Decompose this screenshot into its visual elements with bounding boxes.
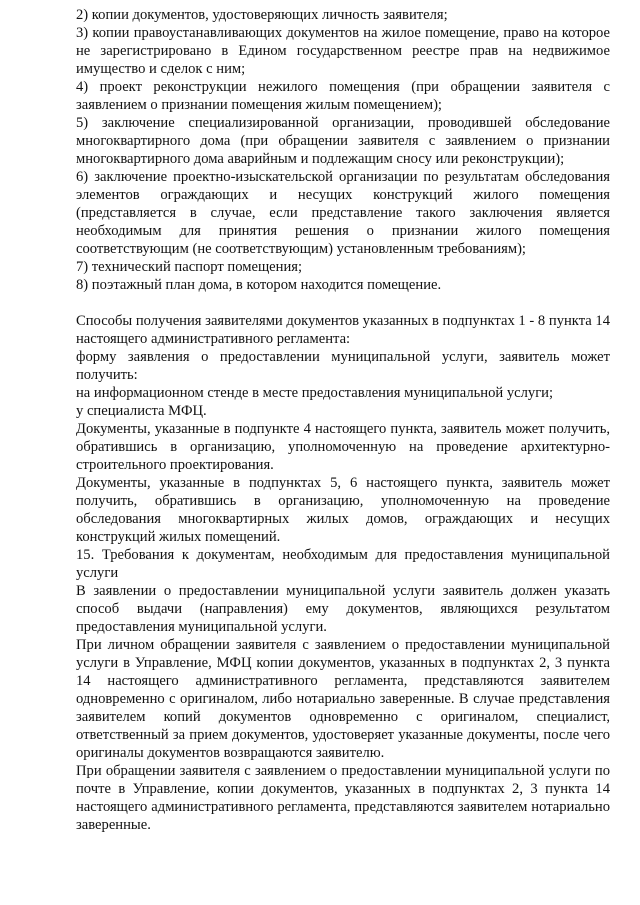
section-15-p1: В заявлении о предоставлении муниципальной услуги заявитель должен указать способ выдачи (направления) ему документов, являющихся результатом предоставления муниципальной услуги. <box>76 583 610 635</box>
ways-form-line: форму заявления о предоставлении муниципальной услуги, заявитель может получить: <box>76 349 610 383</box>
ways-mfc-line: у специалиста МФЦ. <box>76 403 207 419</box>
ways-stand-line: на информационном стенде в месте предоставления муниципальной услуги; <box>76 385 554 401</box>
list-item-5: 5) заключение специализированной организации, проводившей обследование многоквартирного дома (при обращении заявителя с заявлением о признании многоквартирного дома аварийным и подлежащим сносу или реконструкции); <box>76 115 610 167</box>
section-15-p2: При личном обращении заявителя с заявлением о предоставлении муниципальной услуги в Управление, МФЦ копии документов, указанных в подпунктах 2, 3 пункта 14 настоящего административного регламента, представляются заявителем одновременно с оригиналом, либо нотариально заверенные. В случае представления заявителем копий документов одновременно с оригиналом, специалист, ответственный за прием документов, удостоверяет указанные документы, после чего оригиналы документов возвращаются заявителю. <box>76 637 610 761</box>
list-item-8: 8) поэтажный план дома, в котором находится помещение. <box>76 277 442 293</box>
section-15-heading: 15. Требования к документам, необходимым для предоставления муниципальной услуги <box>76 547 610 581</box>
list-item-3: 3) копии правоустанавливающих документов на жилое помещение, право на которое не зарегистрировано в Едином государственном реестре прав на недвижимое имущество и сделок с ним; <box>76 25 610 77</box>
document-page <box>76 6 610 834</box>
paragraph-gap <box>76 294 610 312</box>
list-item-6: 6) заключение проектно-изыскательской организации по результатам обследования элементов ограждающих и несущих конструкций жилого помещения (представляется в случае, если представление такого заключения является необходимым для принятия решения о признании жилого помещения соответствующим (не соответствующим) установленным требованиям); <box>76 169 610 257</box>
list-item-4: 4) проект реконструкции нежилого помещения (при обращении заявителя с заявлением о признании помещения жилым помещением); <box>76 79 610 113</box>
list-item-7: 7) технический паспорт помещения; <box>76 259 303 275</box>
ways-intro: Способы получения заявителями документов указанных в подпунктах 1 - 8 пункта 14 настоящего административного регламента: <box>76 313 610 347</box>
list-item-2: 2) копии документов, удостоверяющих личность заявителя; <box>76 7 448 23</box>
ways-docs-5-6: Документы, указанные в подпунктах 5, 6 настоящего пункта, заявитель может получить, обратившись в организацию, уполномоченную на проведение обследования многоквартирных жилых домов, ограждающих и несущих конструкций жилых помещений. <box>76 475 610 545</box>
section-15-p3: При обращении заявителя с заявлением о предоставлении муниципальной услуги по почте в Управление, копии документов, указанных в подпунктах 2, 3 пункта 14 настоящего административного регламента, представляются заявителем нотариально заверенные. <box>76 763 610 833</box>
ways-docs-4: Документы, указанные в подпункте 4 настоящего пункта, заявитель может получить, обратившись в организацию, уполномоченную на проведение архитектурно-строительного проектирования. <box>76 421 610 473</box>
